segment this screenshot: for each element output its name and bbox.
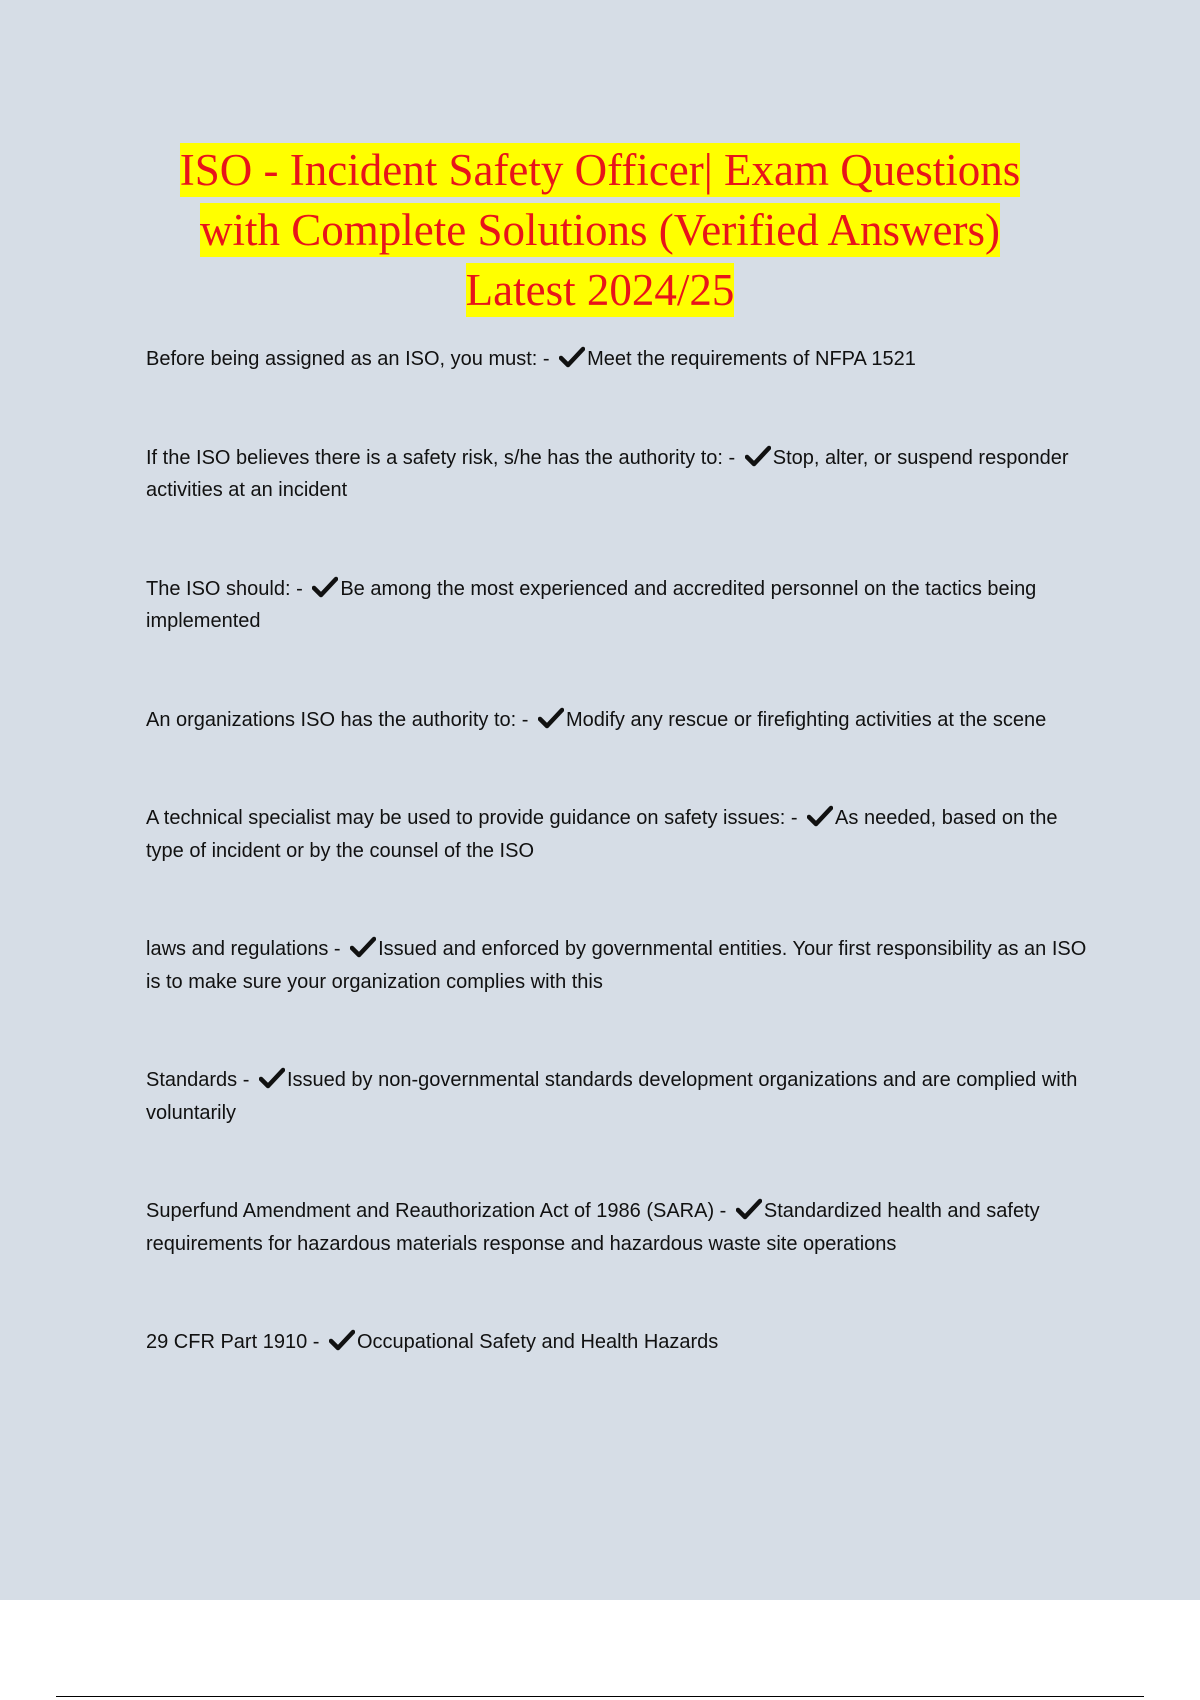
question-text: A technical specialist may be used to provide guidance on safety issues: — [146, 807, 786, 829]
separator: - — [237, 1069, 255, 1091]
question-text: If the ISO believes there is a safety risk, s/he has the authority to: — [146, 446, 723, 469]
check-mark-icon — [736, 1198, 762, 1220]
answer-text: Issued by non-governmental standards development organizations and are complied with voluntarily — [146, 1069, 1078, 1124]
separator: - — [537, 348, 556, 370]
question-text: An organizations ISO has the authority to: — [146, 708, 517, 731]
answer-text: As needed, based on the type of incident or by the counsel of the ISO — [146, 807, 1058, 862]
check-mark-icon — [745, 445, 771, 467]
qa-item — [146, 933, 1096, 998]
qa-item — [146, 1326, 1096, 1359]
answer-text: Be among the most experienced and accredited personnel on the tactics being implemented — [146, 577, 1037, 632]
qa-item — [146, 704, 1096, 737]
question-text: 29 CFR Part 1910 — [146, 1331, 308, 1353]
separator: - — [307, 1331, 325, 1353]
check-mark-icon — [259, 1067, 285, 1089]
answer-text: Occupational Safety and Health Hazards — [356, 1331, 719, 1353]
question-text: Superfund Amendment and Reauthorization Act of 1986 (SARA) — [146, 1200, 715, 1222]
question-text: laws and regulations — [146, 938, 329, 960]
check-mark-icon — [538, 707, 564, 729]
check-mark-icon — [807, 805, 833, 827]
separator: - — [714, 1200, 732, 1222]
answer-text: Standardized health and safety requirements for hazardous materials response and hazardous waste site operations — [146, 1200, 1040, 1255]
answer-text: Stop, alter, or suspend responder activities at an incident — [146, 446, 1069, 501]
separator: - — [516, 708, 534, 731]
separator: - — [722, 446, 741, 469]
check-mark-icon — [312, 576, 338, 598]
qa-item — [146, 573, 1096, 638]
document-title — [100, 140, 1100, 320]
question-answer-list — [146, 343, 1096, 1425]
check-mark-icon — [559, 346, 585, 368]
answer-text: Issued and enforced by governmental entities. Your first responsibility as an ISO is to make sure your organization complies with this — [146, 938, 1087, 993]
qa-item — [146, 442, 1096, 507]
qa-item — [146, 1064, 1096, 1129]
answer-text: Meet the requirements of NFPA 1521 — [587, 348, 916, 370]
answer-text: Modify any rescue or firefighting activities at the scene — [566, 708, 1047, 731]
footer-divider — [56, 1696, 1144, 1697]
question-text: The ISO should: — [146, 577, 291, 600]
qa-item — [146, 1195, 1096, 1260]
title-line-2: with Complete Solutions (Verified Answers) — [200, 205, 1000, 255]
separator: - — [328, 938, 347, 960]
separator: - — [290, 577, 309, 600]
qa-item — [146, 802, 1096, 867]
separator: - — [785, 807, 804, 829]
title-line-3: Latest 2024/25 — [465, 265, 735, 315]
question-text: Standards — [146, 1069, 238, 1091]
question-text: Before being assigned as an ISO, you must: — [146, 348, 538, 370]
check-mark-icon — [350, 936, 376, 958]
qa-item — [146, 343, 1096, 376]
check-mark-icon — [329, 1329, 355, 1351]
title-line-1: ISO - Incident Safety Officer| Exam Questions — [179, 145, 1021, 195]
